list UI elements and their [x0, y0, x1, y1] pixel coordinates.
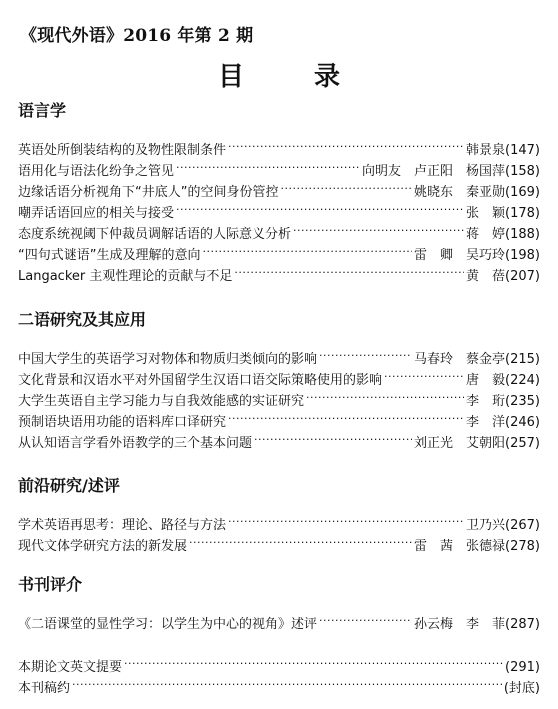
- entry-page-number: (291): [505, 660, 540, 675]
- entry-page-number: (198): [505, 248, 540, 263]
- dot-leader: [228, 508, 464, 529]
- dot-leader: [202, 238, 412, 259]
- entry-authors: 雷 茜 张德禄: [414, 539, 506, 554]
- entry-title: 学术英语再思考：理论、路径与方法: [18, 518, 227, 533]
- entry-authors: 雷 卿 吴巧玲: [414, 248, 506, 263]
- dot-leader: [306, 384, 464, 405]
- entry-page-number: (178): [505, 206, 540, 221]
- entry-title: 边缘话语分析视角下“井底人”的空间身份管控: [18, 185, 279, 200]
- toc-entry[interactable]: [18, 508, 540, 533]
- toc-entry[interactable]: [18, 671, 540, 696]
- entry-page-number: (207): [505, 269, 540, 284]
- entry-page-number: (169): [505, 185, 540, 200]
- entry-authors: 刘正光 艾朝阳: [414, 436, 506, 451]
- section-book-review: [18, 575, 540, 632]
- entry-authors: 韩景泉: [466, 143, 506, 158]
- dot-leader: [176, 154, 360, 175]
- section-second-language-research: [18, 310, 540, 451]
- entry-page-number: (158): [505, 164, 540, 179]
- section-heading: 二语研究及其应用: [18, 310, 147, 329]
- entry-authors: 黄 蓓: [466, 269, 506, 284]
- entry-page-number: (215): [505, 352, 540, 367]
- journal-issue-line: 《现代外语》2016 年第 2 期: [20, 26, 254, 46]
- entry-authors: 李 洋: [466, 415, 506, 430]
- dot-leader: [384, 363, 464, 384]
- entry-title: 嘲弄话语回应的相关与接受: [18, 206, 175, 221]
- entry-page-number: (147): [505, 143, 540, 158]
- section-misc: [18, 650, 540, 696]
- entry-authors: 卫乃兴: [466, 518, 506, 533]
- dot-leader: [176, 196, 464, 217]
- entry-page-number: (267): [505, 518, 540, 533]
- dot-leader: [319, 607, 412, 628]
- entry-title: 英语处所倒装结构的及物性限制条件: [18, 143, 227, 158]
- entry-page-number: (287): [505, 617, 540, 632]
- entry-title: 现代文体学研究方法的新发展: [18, 539, 188, 554]
- dot-leader: [228, 133, 464, 154]
- entry-page-number: (224): [505, 373, 540, 388]
- dot-leader: [124, 650, 503, 671]
- entry-page-number: (封底): [503, 681, 540, 696]
- page-title: 目 录: [217, 62, 362, 92]
- entry-authors: 唐 毅: [466, 373, 506, 388]
- dot-leader: [189, 529, 412, 550]
- entry-title: 态度系统视阈下仲裁员调解话语的人际意义分析: [18, 227, 292, 242]
- entry-authors: 姚晓东 秦亚勋: [414, 185, 506, 200]
- entry-authors: 马春玲 蔡金亭: [414, 352, 506, 367]
- section-heading: 语言学: [18, 101, 67, 120]
- section-linguistics: [18, 101, 540, 284]
- entry-title: 本期论文英文提要: [18, 660, 123, 675]
- dot-leader: [254, 426, 412, 447]
- dot-leader: [72, 671, 502, 692]
- entry-title: 《二语课堂的显性学习：以学生为中心的视角》述评: [18, 617, 318, 632]
- entry-authors: 李 珩: [466, 394, 506, 409]
- dot-leader: [228, 405, 464, 426]
- entry-title: Langacker 主观性理论的贡献与不足: [18, 269, 233, 284]
- section-heading: 前沿研究/述评: [18, 476, 120, 495]
- dot-leader: [319, 342, 412, 363]
- entry-page-number: (278): [505, 539, 540, 554]
- entry-title: 大学生英语自主学习能力与自我效能感的实证研究: [18, 394, 305, 409]
- entry-title: 语用化与语法化纷争之管见: [18, 164, 175, 179]
- entry-title: 预制语块语用功能的语料库口译研究: [18, 415, 227, 430]
- section-frontier-review: [18, 476, 540, 554]
- entry-authors: 孙云梅 李 菲: [414, 617, 506, 632]
- section-heading: 书刊评介: [18, 575, 83, 594]
- entry-title: 中国大学生的英语学习对物体和物质归类倾向的影响: [18, 352, 318, 367]
- entry-page-number: (246): [505, 415, 540, 430]
- toc-entry[interactable]: [18, 133, 540, 158]
- entry-authors: 向明友 卢正阳 杨国萍: [362, 164, 506, 179]
- dot-leader: [234, 259, 464, 280]
- entry-title: 文化背景和汉语水平对外国留学生汉语口语交际策略使用的影响: [18, 373, 383, 388]
- entry-title: 本刊稿约: [18, 681, 71, 696]
- entry-page-number: (188): [505, 227, 540, 242]
- entry-title: “四句式谜语”生成及理解的意向: [18, 248, 201, 263]
- toc-entry[interactable]: [18, 607, 540, 632]
- entry-page-number: (235): [505, 394, 540, 409]
- entry-title: 从认知语言学看外语教学的三个基本问题: [18, 436, 253, 451]
- toc-entry[interactable]: [18, 342, 540, 367]
- dot-leader: [293, 217, 464, 238]
- entry-authors: 张 颖: [466, 206, 506, 221]
- dot-leader: [280, 175, 412, 196]
- toc-entry[interactable]: [18, 650, 540, 675]
- entry-page-number: (257): [505, 436, 540, 451]
- entry-authors: 蒋 婷: [466, 227, 506, 242]
